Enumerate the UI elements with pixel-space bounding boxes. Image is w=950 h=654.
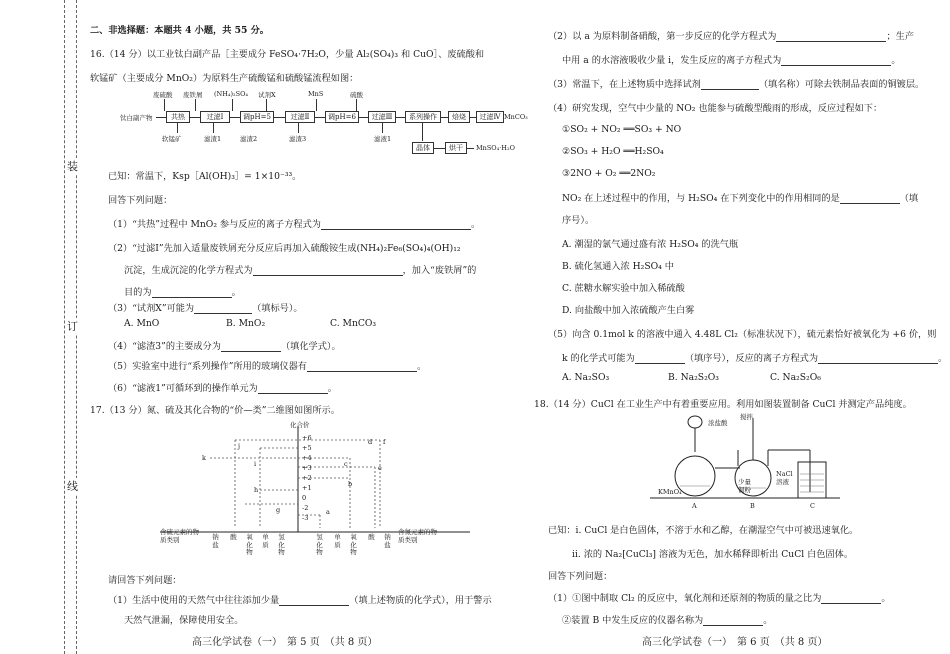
flow-box-filter-3: 过滤Ⅲ <box>368 111 396 123</box>
q16-part-5: （5）实验室中进行“系列操作”所用的玻璃仪器有 。 <box>108 361 427 372</box>
flow-label-pyrolusite: 软锰矿 <box>162 135 182 143</box>
flow-box-crystal: 晶体 <box>412 142 434 154</box>
q17-stem: 17.（13 分）氮、硫及其化合物的“价—类”二维图如图所示。 <box>90 405 340 416</box>
left-category-title: 含硫元素的物质类别 <box>160 528 199 544</box>
binding-char-xian: 线 <box>67 480 78 493</box>
left-cat-salt: 钠盐 <box>212 533 219 549</box>
flow-product: MnSO₄·H₂O <box>476 144 515 152</box>
q18-known-ii: ⅱ. 浓的 Na₂[CuCl₃] 溶液为无色，加水稀释即析出 CuCl 白色固体。 <box>572 549 854 560</box>
flow-box-series-op: 系列操作 <box>405 111 441 123</box>
label-c: C <box>810 502 815 510</box>
ytick-0: 0 <box>302 494 307 502</box>
q17-part-4b: NO₂ 在上述过程中的作用，与 H₂SO₄ 在下列变化中的作用相同的是 （填 <box>562 193 919 204</box>
ytick-p5: +5 <box>302 444 312 452</box>
q17-4-opt-c: C. 蔗糖水解实验中加入稀硫酸 <box>562 283 685 294</box>
q17-4-opt-a: A. 潮湿的氯气通过盛有浓 H₂SO₄ 的洗气瓶 <box>562 239 739 250</box>
flow-label-iron-scrap: 废铁屑 <box>183 91 203 99</box>
q17-5-opt-a: A. Na₂SO₃ <box>562 372 610 383</box>
q17-answer-prompt: 请回答下列问题： <box>108 575 182 586</box>
flow-label-residue-2: 滤渣2 <box>240 135 258 143</box>
left-cat-acid: 酸 <box>230 533 237 541</box>
left-cat-hydride: 氢化物 <box>278 533 285 556</box>
apparatus-drawing <box>640 410 890 515</box>
valence-class-chart <box>150 420 480 565</box>
point-label-k: k <box>202 454 206 462</box>
binding-char-ding: 订 <box>67 320 78 333</box>
q17-part-2c: 中用 a 的水溶液吸收少量 i，发生反应的离子方程式为 。 <box>562 55 901 66</box>
q16-part-1: （1）“共热”过程中 MnO₂ 参与反应的离子方程式为 。 <box>108 219 481 230</box>
flow-label-waste-acid: 废硫酸 <box>153 91 173 99</box>
process-flow-diagram <box>120 88 528 166</box>
point-label-b: b <box>348 480 353 488</box>
ytick-p3: +3 <box>302 464 312 472</box>
equation-1: ①SO₂ + NO₂ ══SO₃ + NO <box>562 124 682 135</box>
q18-known-i: 已知：ⅰ. CuCl 是白色固体，不溶于水和乙醇，在潮湿空气中可被迅速氧化。 <box>548 525 859 536</box>
flow-box-ph5: 调pH=5 <box>240 111 274 123</box>
label-a: A <box>692 502 697 510</box>
footer-page-6: 高三化学试卷（一） 第 6 页 （共 8 页） <box>642 637 828 648</box>
label-stir: 搅拌 <box>740 413 753 421</box>
flow-box-dry: 烘干 <box>445 142 467 154</box>
flow-box-filter-1: 过滤Ⅰ <box>200 111 230 123</box>
q16-known: 已知：常温下，Ksp［Al(OH)₃］= 1×10⁻³³。 <box>108 171 302 182</box>
q17-part-1c: 天然气泄漏，保障使用安全。 <box>124 615 244 626</box>
q16-part-3: （3）“试剂X”可能为 （填标号）。 <box>108 303 303 314</box>
right-cat-acid: 酸 <box>368 533 375 541</box>
equation-3: ③2NO + O₂ ══2NO₂ <box>562 168 656 179</box>
q17-part-2a: （2）以 a 为原料制备硝酸，第一步反应的化学方程式为 ；生产 <box>548 31 915 42</box>
q18-part-2: ②装置 B 中发生反应的仪器名称为 。 <box>562 615 773 626</box>
q17-part-3: （3）常温下，在上述物质中选择试剂 （填名称）可除去铁制品表面的铜镀层。 <box>548 79 925 90</box>
flow-label-residue-3: 滤渣3 <box>289 135 307 143</box>
q17-part-4d: 序号）。 <box>562 215 595 226</box>
flow-label-reagent-x: 试剂X <box>258 91 276 99</box>
label-conc-hcl: 浓盐酸 <box>708 419 728 427</box>
right-cat-salt: 钠盐 <box>384 533 391 549</box>
flow-label-mns: MnS <box>308 90 324 98</box>
q17-part-5b: k 的化学式可能为 （填序号），反应的离子方程式为 。 <box>562 353 948 364</box>
ytick-p4: +4 <box>302 454 312 462</box>
q18-answer-prompt: 回答下列问题： <box>548 571 613 582</box>
apparatus-diagram <box>640 410 890 515</box>
q17-5-opt-c: C. Na₂S₂O₆ <box>770 372 821 383</box>
right-cat-hydride: 氢化物 <box>316 533 323 556</box>
ytick-p6: +6 <box>302 434 312 442</box>
equation-2: ②SO₃ + H₂O ══H₂SO₄ <box>562 146 664 157</box>
point-label-i: i <box>254 460 257 468</box>
binding-char-zhuang: 装 <box>67 160 78 173</box>
right-cat-element: 单质 <box>334 533 341 549</box>
point-label-j: j <box>238 442 241 450</box>
q16-answer-prompt: 回答下列问题： <box>108 195 173 206</box>
flow-box-filter-2: 过滤Ⅱ <box>285 111 315 123</box>
label-nacl-solution: NaCl溶液 <box>776 470 793 486</box>
left-cat-oxide: 氧化物 <box>246 533 253 556</box>
point-label-f: f <box>383 438 386 446</box>
q17-part-1a: （1）生活中使用的天然气中往往添加少量 （填上述物质的化学式），用于警示 <box>108 595 492 606</box>
left-cat-element: 单质 <box>262 533 269 549</box>
q18-stem: 18.（14 分）CuCl 在工业生产中有着重要应用。利用如图装置制备 CuCl 并测定产品纯度。 <box>534 399 912 410</box>
flow-box-ph6: 调pH=6 <box>325 111 359 123</box>
point-label-c: c <box>344 460 348 468</box>
q16-part-4: （4）“滤渣3”的主要成分为 （填化学式）。 <box>108 341 341 352</box>
flow-label-ammonium-sulfate: (NH₄)₂SO₄ <box>214 90 249 98</box>
flow-label-sulfuric-acid: 硫酸 <box>350 91 363 99</box>
q16-part-2d: 目的为 。 <box>124 287 241 298</box>
q18-part-1: （1）①图中制取 Cl₂ 的反应中，氧化剂和还原剂的物质的量之比为 。 <box>548 593 891 604</box>
right-cat-oxide: 氧化物 <box>350 533 357 556</box>
ytick-m3: -3 <box>302 514 309 522</box>
right-category-title: 含氮元素的物质类别 <box>398 528 437 544</box>
flow-label-filtrate-1: 滤液1 <box>374 135 392 143</box>
q17-part-4: （4）研究发现，空气中少量的 NO₂ 也能参与硫酸型酸雨的形成，反应过程如下： <box>548 103 883 114</box>
q16-opt-b: B. MnO₂ <box>226 318 266 329</box>
q16-opt-a: A. MnO <box>124 318 160 329</box>
binding-margin <box>62 0 82 654</box>
ytick-p2: +2 <box>302 474 312 482</box>
flow-start: 钛白副产物 <box>120 114 153 122</box>
q16-opt-c: C. MnCO₃ <box>330 318 377 329</box>
q16-stem-2: 软锰矿（主要成分 MnO₂）为原料生产硫酸锰和硫酸锰流程如图： <box>90 73 359 84</box>
q16-part-2a: （2）“过滤Ⅰ”先加入适量废铁屑充分反应后再加入硫酸铵生成(NH₄)₂Fe₆(SO₄)₄(OH)₁₂ <box>108 243 461 254</box>
q17-5-opt-b: B. Na₂S₂O₃ <box>668 372 719 383</box>
label-kmno4: KMnO₄ <box>658 488 682 496</box>
point-label-d: d <box>368 438 373 446</box>
q17-part-5a: （5）向含 0.1mol k 的溶液中通入 4.48L Cl₂（标准状况下），硫元素恰好被氧化为 +6 价，则 <box>548 329 937 340</box>
label-copper-powder: 少量铜粉 <box>738 478 751 494</box>
q17-4-opt-d: D. 向盐酸中加入浓硫酸产生白雾 <box>562 305 695 316</box>
flow-box-filter-4: 过滤Ⅳ <box>476 111 504 123</box>
q17-4-opt-b: B. 硫化氢通入浓 H₂SO₄ 中 <box>562 261 674 272</box>
flow-box-heat: 共热 <box>166 111 190 123</box>
q16-part-2b: 沉淀，生成沉淀的化学方程式为 ，加入“废铁屑”的 <box>124 265 477 276</box>
section-title: 二、非选择题：本题共 4 小题，共 55 分。 <box>90 25 269 36</box>
point-label-e: e <box>378 464 382 472</box>
q16-part-6: （6）“滤液1”可循环到的操作单元为 。 <box>108 383 337 394</box>
q16-stem-1: 16.（14 分）以工业钛白副产品［主要成分 FeSO₄·7H₂O，少量 Al₂(SO₄)₃ 和 CuO］、废硫酸和 <box>90 49 485 60</box>
ytick-m2: -2 <box>302 504 309 512</box>
footer-page-5: 高三化学试卷（一） 第 5 页 （共 8 页） <box>192 637 378 648</box>
chart-ylabel: 化合价 <box>290 421 310 429</box>
flow-end: MnCO₃ <box>504 113 528 121</box>
point-label-h: h <box>254 486 259 494</box>
flow-box-roast: 焙烧 <box>448 111 470 123</box>
label-b: B <box>750 502 755 510</box>
ytick-p1: +1 <box>302 484 312 492</box>
point-label-a: a <box>326 508 330 516</box>
flow-label-residue-1: 滤渣1 <box>204 135 222 143</box>
point-label-g: g <box>276 506 281 514</box>
